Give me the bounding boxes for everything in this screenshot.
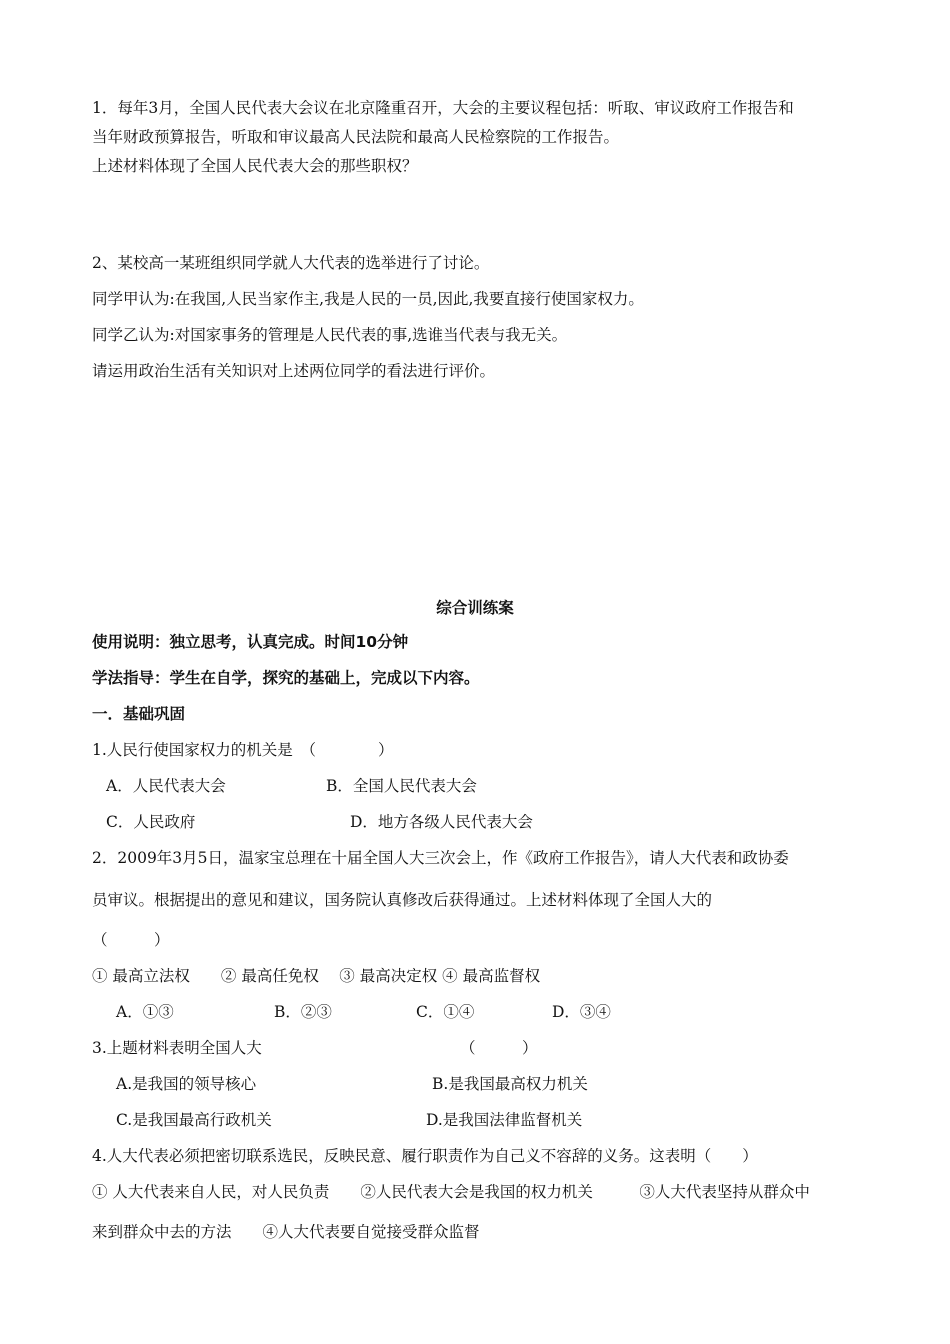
section-heading: 一．基础巩固	[92, 705, 186, 723]
mc4-stem: 4.人大代表必须把密切联系选民，反映民意、履行职责作为自己义不容辞的义务。这表明（ ）	[92, 1147, 758, 1165]
mc3-answer-paren: （ ）	[460, 1039, 538, 1057]
mc4-items-line-1: ① 人大代表来自人民，对人民负责 ②人民代表大会是我国的权力机关 ③人大代表坚持从群众中	[92, 1183, 810, 1201]
mc3-option-c: C.是我国最高行政机关	[116, 1111, 272, 1129]
mc4-items-line-2: 来到群众中去的方法 ④人大代表要自觉接受群众监督	[92, 1223, 480, 1241]
mc2-option-b: B．②③	[274, 1003, 332, 1021]
mc1-option-b: B．全国人民代表大会	[326, 777, 477, 795]
q2-line-1: 2、某校高一某班组织同学就人大代表的选举进行了讨论。	[92, 254, 490, 272]
usage-note: 使用说明：独立思考，认真完成。时间10分钟	[92, 633, 409, 651]
q1-line-1: 1．每年3月，全国人民代表大会议在北京隆重召开，大会的主要议程包括：听取、审议政府工作报告和	[92, 99, 794, 117]
method-note: 学法指导：学生在自学，探究的基础上，完成以下内容。	[92, 669, 480, 687]
mc3-option-b: B.是我国最高权力机关	[432, 1075, 588, 1093]
mc1-option-c: C．人民政府	[106, 813, 196, 831]
mc1-stem: 1.人民行使国家权力的机关是 （ ）	[92, 741, 394, 759]
section-title: 综合训练案	[436, 599, 514, 617]
mc2-answer-paren: （ ）	[92, 931, 170, 949]
mc3-option-a: A.是我国的领导核心	[116, 1075, 257, 1093]
mc2-stem-line-2: 员审议。根据提出的意见和建议，国务院认真修改后获得通过。上述材料体现了全国人大的	[92, 891, 713, 909]
mc2-stem-line-1: 2．2009年3月5日，温家宝总理在十届全国人大三次会上，作《政府工作报告》，请人大代表和政协委	[92, 849, 789, 867]
mc2-option-d: D．③④	[552, 1003, 611, 1021]
mc3-stem: 3.上题材料表明全国人大	[92, 1039, 262, 1057]
mc1-option-d: D．地方各级人民代表大会	[350, 813, 533, 831]
mc2-items: ① 最高立法权 ② 最高任免权 ③ 最高决定权 ④ 最高监督权	[92, 967, 541, 985]
q1-line-2: 当年财政预算报告，听取和审议最高人民法院和最高人民检察院的工作报告。	[92, 128, 620, 146]
q2-line-3: 同学乙认为:对国家事务的管理是人民代表的事,选谁当代表与我无关。	[92, 326, 568, 344]
mc3-option-d: D.是我国法律监督机关	[426, 1111, 583, 1129]
mc2-option-c: C．①④	[416, 1003, 475, 1021]
mc2-option-a: A．①③	[116, 1003, 174, 1021]
mc1-option-a: A．人民代表大会	[106, 777, 226, 795]
q2-line-2: 同学甲认为:在我国,人民当家作主,我是人民的一员,因此,我要直接行使国家权力。	[92, 290, 644, 308]
q1-line-3: 上述材料体现了全国人民代表大会的那些职权？	[92, 157, 418, 175]
q2-line-4: 请运用政治生活有关知识对上述两位同学的看法进行评价。	[92, 362, 496, 380]
